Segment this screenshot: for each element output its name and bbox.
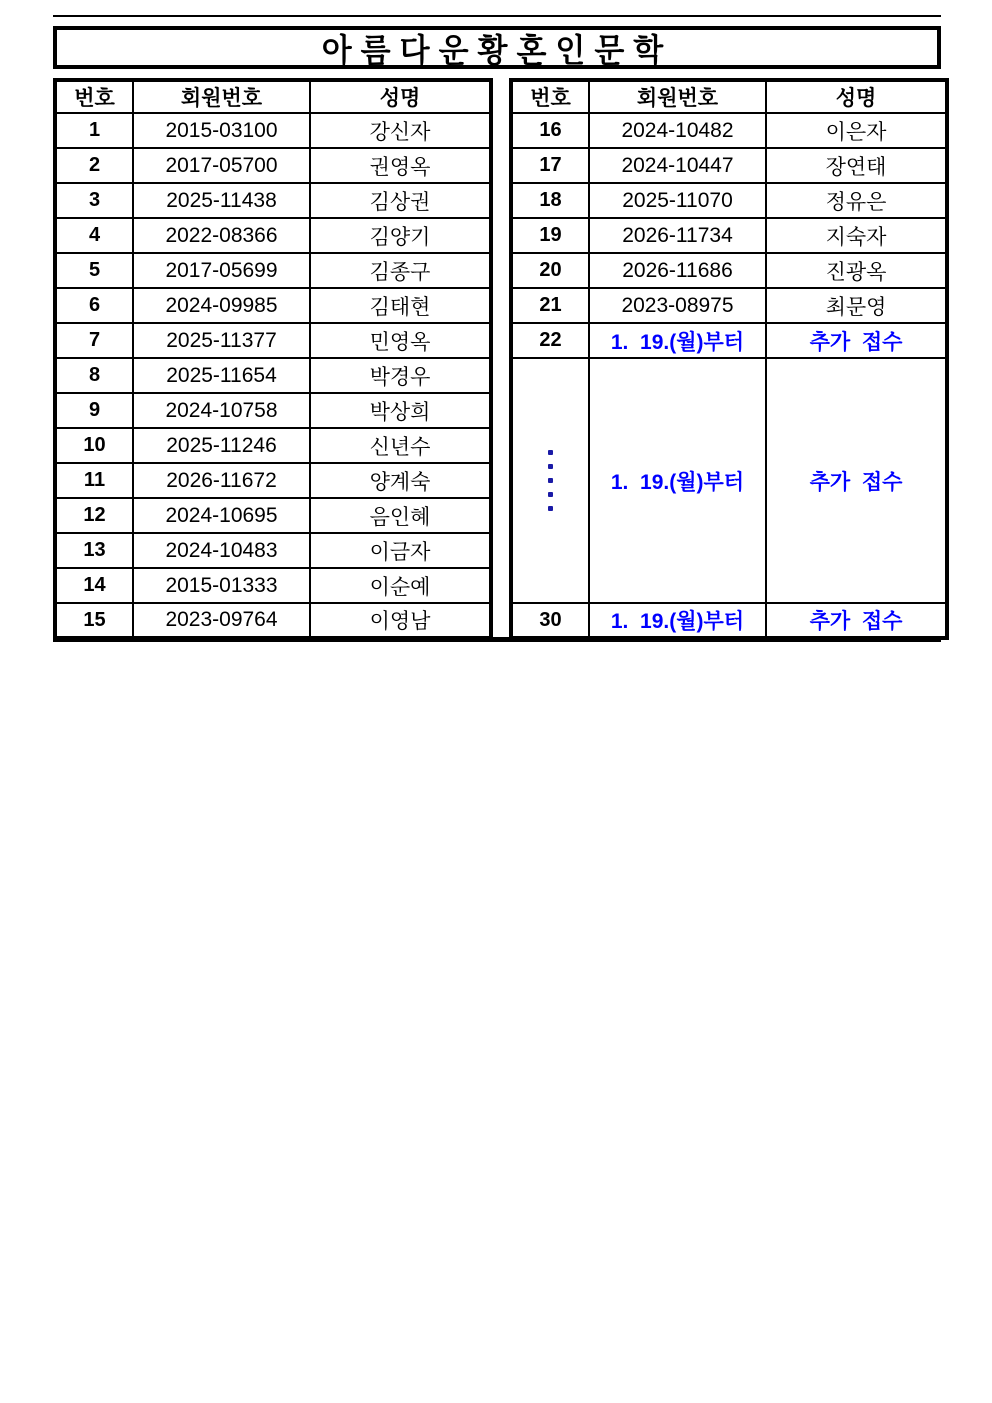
table-row [55,288,491,323]
table-row [55,463,491,498]
cell-name: 진광옥 [766,253,947,288]
cell-no: 11 [55,463,133,498]
cell-name: 권영옥 [310,148,491,183]
header-name: 성명 [766,80,947,113]
cell-name-additional: 추가 접수 [766,323,947,358]
table-row [55,533,491,568]
cell-no: 3 [55,183,133,218]
table-header-row [55,80,491,113]
cell-name: 김종구 [310,253,491,288]
table-row [55,148,491,183]
table-row-ellipsis-merged [511,358,947,603]
cell-member-id: 2023-08975 [589,288,766,323]
cell-member-id: 2024-09985 [133,288,310,323]
table-row [55,183,491,218]
cell-member-id-additional: 1. 19.(월)부터 [589,358,766,603]
page-title: 아름다운황혼인문학 [321,32,673,70]
cell-name: 정유은 [766,183,947,218]
table-row [511,113,947,148]
table-row-additional-30 [511,603,947,638]
cell-member-id: 2025-11070 [589,183,766,218]
cell-no: 16 [511,113,589,148]
table-row [511,218,947,253]
cell-no: 10 [55,428,133,463]
cell-name: 양계숙 [310,463,491,498]
cell-name: 이영남 [310,603,491,638]
header-no: 번호 [55,80,133,113]
cell-name: 박경우 [310,358,491,393]
cell-no: 13 [55,533,133,568]
header-no: 번호 [511,80,589,113]
tables-container [53,78,949,640]
cell-member-id: 2024-10447 [589,148,766,183]
table-row [55,498,491,533]
cell-member-id: 2026-11686 [589,253,766,288]
cell-no: 12 [55,498,133,533]
cell-member-id-additional: 1. 19.(월)부터 [589,323,766,358]
cell-no: 30 [511,603,589,638]
cell-no-ellipsis [511,358,589,603]
cell-no: 9 [55,393,133,428]
cell-member-id: 2025-11438 [133,183,310,218]
ellipsis-dot [548,506,553,511]
cell-member-id: 2025-11246 [133,428,310,463]
header-member-id: 회원번호 [589,80,766,113]
ellipsis-dot [548,492,553,497]
cell-name-additional: 추가 접수 [766,358,947,603]
vertical-ellipsis-dots [513,450,588,511]
cell-member-id: 2024-10483 [133,533,310,568]
cell-name: 강신자 [310,113,491,148]
table-row [55,358,491,393]
cell-name: 이은자 [766,113,947,148]
title-box [53,26,941,69]
cell-name: 이순예 [310,568,491,603]
cell-no: 22 [511,323,589,358]
cell-member-id: 2022-08366 [133,218,310,253]
table-row [511,183,947,218]
cell-no: 8 [55,358,133,393]
cell-no: 7 [55,323,133,358]
cell-member-id: 2026-11734 [589,218,766,253]
cell-member-id: 2024-10758 [133,393,310,428]
cell-name: 민영옥 [310,323,491,358]
cell-name: 김상권 [310,183,491,218]
cell-member-id: 2017-05700 [133,148,310,183]
table-header-row [511,80,947,113]
cell-member-id: 2024-10695 [133,498,310,533]
cell-no: 1 [55,113,133,148]
cell-no: 15 [55,603,133,638]
cell-name: 음인혜 [310,498,491,533]
cell-name: 장연태 [766,148,947,183]
cell-no: 20 [511,253,589,288]
table-row [55,603,491,638]
cell-no: 6 [55,288,133,323]
cell-no: 19 [511,218,589,253]
bottom-horizontal-rule [53,637,941,642]
table-row [55,393,491,428]
cell-no: 4 [55,218,133,253]
cell-member-id: 2017-05699 [133,253,310,288]
cell-name: 이금자 [310,533,491,568]
table-row-additional-22 [511,323,947,358]
cell-member-id: 2026-11672 [133,463,310,498]
cell-no: 18 [511,183,589,218]
table-row [511,288,947,323]
cell-member-id: 2025-11654 [133,358,310,393]
ellipsis-dot [548,478,553,483]
header-name: 성명 [310,80,491,113]
cell-name: 신년수 [310,428,491,463]
table-row [55,568,491,603]
cell-no: 21 [511,288,589,323]
cell-name: 김태현 [310,288,491,323]
table-row [55,428,491,463]
cell-member-id: 2024-10482 [589,113,766,148]
cell-member-id: 2023-09764 [133,603,310,638]
cell-name: 지숙자 [766,218,947,253]
cell-name: 최문영 [766,288,947,323]
ellipsis-dot [548,450,553,455]
top-horizontal-rule [53,15,941,17]
cell-no: 14 [55,568,133,603]
table-row [55,218,491,253]
cell-no: 2 [55,148,133,183]
header-member-id: 회원번호 [133,80,310,113]
table-row [511,148,947,183]
table-row [55,113,491,148]
cell-member-id: 2015-03100 [133,113,310,148]
cell-member-id: 2025-11377 [133,323,310,358]
cell-no: 5 [55,253,133,288]
table-row [55,253,491,288]
ellipsis-dot [548,464,553,469]
cell-no: 17 [511,148,589,183]
member-table-left [53,78,493,640]
table-row [55,323,491,358]
cell-member-id: 2015-01333 [133,568,310,603]
table-row [511,253,947,288]
cell-name: 박상희 [310,393,491,428]
cell-name-additional: 추가 접수 [766,603,947,638]
cell-name: 김양기 [310,218,491,253]
member-table-right [509,78,949,640]
cell-member-id-additional: 1. 19.(월)부터 [589,603,766,638]
